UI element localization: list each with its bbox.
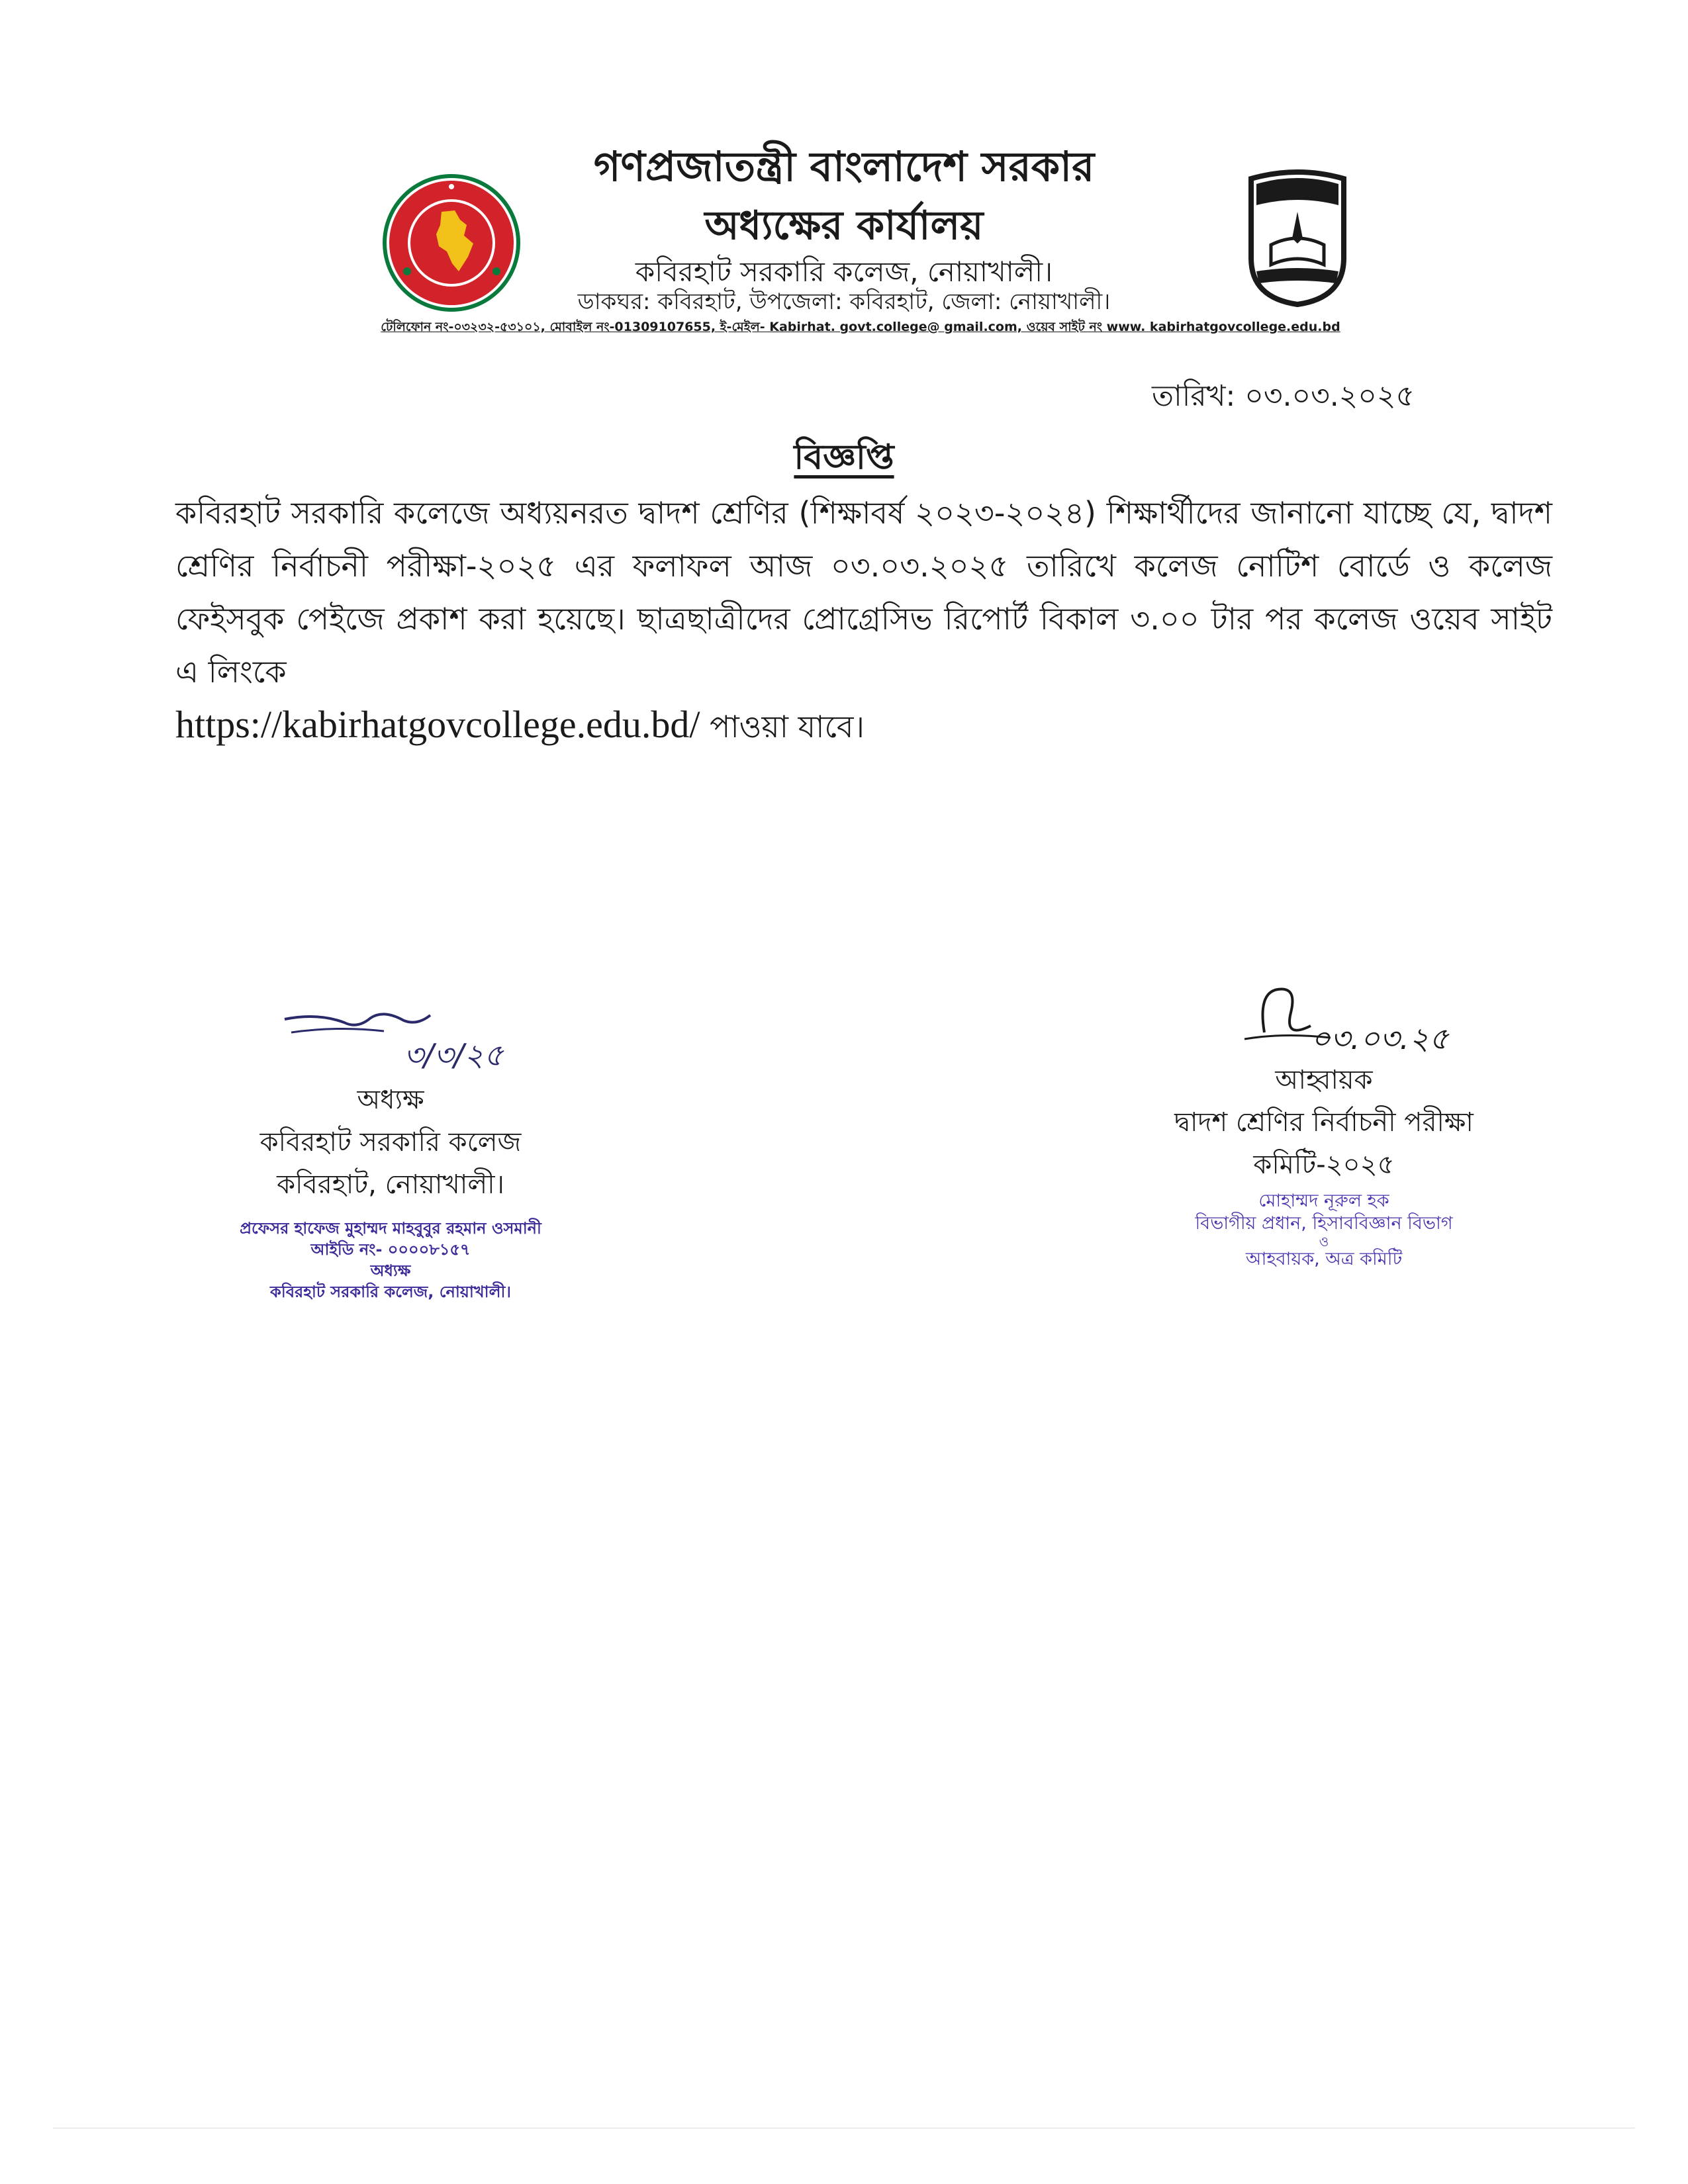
convener-stamp-designation: বিভাগীয় প্রধান, হিসাববিজ্ঞান বিভাগ <box>1195 1213 1453 1234</box>
convener-stamp <box>1112 1190 1536 1271</box>
notice-body-end: পাওয়া যাবে। <box>700 709 865 745</box>
convener-stamp-conj: ও <box>1319 1234 1329 1250</box>
notice-body-text: কবিরহাট সরকারি কলেজে অধ্যয়নরত দ্বাদশ শ্রেণির (শিক্ষাবর্ষ ২০২৩-২০২৪) শিক্ষার্থীদের জানানো যাচ্ছে যে, দ্বাদশ শ্রেণির নির্বাচনী পরীক্ষা-২০২৫ এর ফলাফল আজ ০৩.০৩.২০২৫ তারিখে কলেজ নোটিশ বোর্ডে ও কলেজ ফেইসবুক পেইজে প্রকাশ করা হয়েছে। ছাত্রছাত্রীদের প্রোগ্রেসিভ রিপোর্ট বিকাল ৩.০০ টার পর কলেজ ওয়েব সাইট এ লিংকে <box>175 495 1552 690</box>
principal-signature-block <box>185 1006 596 1302</box>
office-name: অধ্যক্ষের কার্যালয় <box>704 203 984 249</box>
notice-heading <box>0 430 1688 488</box>
convener-stamp-role: আহবায়ক, অত্র কমিটি <box>1245 1249 1403 1269</box>
contact-info: টেলিফোন নং-০৩২৩২-৫৩১০১, মোবাইল নং-01309107655, ই-মেইল- Kabirhat. govt.college@ gmail.com, ওয়েব সাইট নং www. kabirhatgovcollege.edu.bd <box>381 320 1340 334</box>
convener-signature-block <box>1112 979 1536 1271</box>
college-website-link[interactable]: https://kabirhatgovcollege.edu.bd/ <box>175 703 700 746</box>
principal-signature <box>185 1006 596 1079</box>
convener-title: আহ্বায়ক <box>1275 1065 1373 1095</box>
government-name: গণপ্রজাতন্ত্রী বাংলাদেশ সরকার <box>593 142 1095 191</box>
notice-date: তারিখ: ০৩.০৩.২০২৫ <box>1152 379 1415 413</box>
convener-committee: দ্বাদশ শ্রেণির নির্বাচনী পরীক্ষা <box>1174 1107 1474 1138</box>
postal-address: ডাকঘর: কবিরহাট, উপজেলা: কবিরহাট, জেলা: নোয়াখালী। <box>577 289 1111 315</box>
notice-body <box>175 486 1552 753</box>
principal-stamp <box>185 1218 596 1302</box>
principal-title: অধ্যক্ষ <box>357 1085 424 1115</box>
principal-stamp-college: কবিরহাট সরকারি কলেজ, নোয়াখালী। <box>270 1283 511 1301</box>
college-name: কবিরহাট সরকারি কলেজ, নোয়াখালী। <box>635 255 1053 288</box>
convener-committee-year: কমিটি-২০২৫ <box>1253 1150 1395 1180</box>
principal-college: কবিরহাট সরকারি কলেজ <box>259 1127 522 1158</box>
principal-location: কবিরহাট, নোয়াখালী। <box>277 1169 504 1200</box>
convener-stamp-name: মোহাম্মদ নূরুল হক <box>1258 1191 1389 1211</box>
convener-signature-date: ০৩.০৩.২৫ <box>1311 1021 1449 1056</box>
principal-stamp-name: প্রফেসর হাফেজ মুহাম্মদ মাহবুবুর রহমান ওসমানী <box>240 1219 541 1238</box>
convener-signature <box>1112 979 1536 1059</box>
principal-signature-date: ৩/৩/২৫ <box>404 1037 504 1073</box>
principal-stamp-id: আইডি নং- ০০০০৮১৫৭ <box>310 1240 471 1259</box>
principal-stamp-designation: অধ্যক্ষ <box>370 1261 411 1280</box>
notice-heading-text: বিজ্ঞপ্তি <box>794 437 894 477</box>
